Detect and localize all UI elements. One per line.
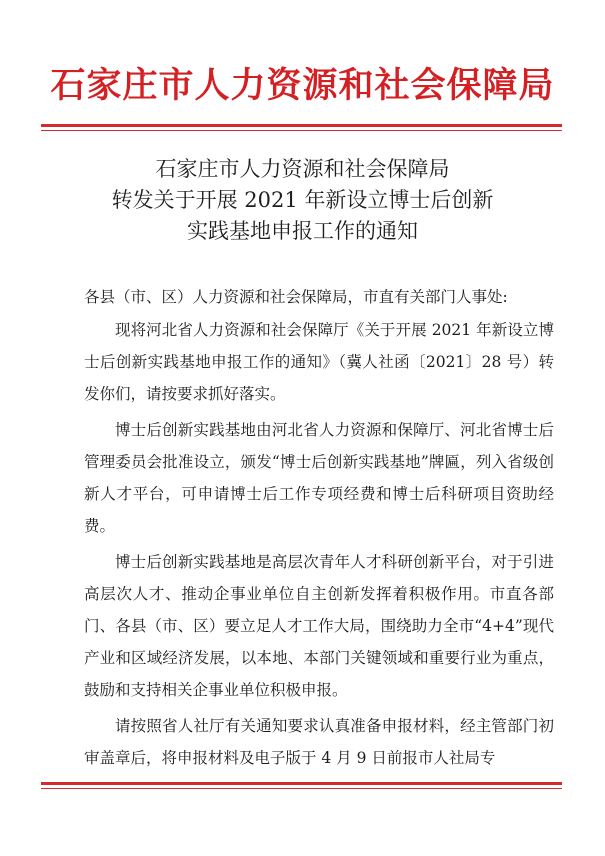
- letterhead-rule-thin: [41, 130, 562, 131]
- notice-title-line-1: 石家庄市人力资源和社会保障局: [155, 157, 450, 181]
- footer-rule-thick: [41, 782, 562, 785]
- salutation: 各县（市、区）人力资源和社会保障局，市直有关部门人事处:: [84, 288, 508, 306]
- notice-title-line-3: 实践基地申报工作的通知: [187, 219, 418, 243]
- paragraph-submission: 请按照省人社厅有关通知要求认真准备申报材料，经主管部门初审盖章后，将申报材料及电子版于 4 月 9 日前报市人社局专: [84, 717, 554, 767]
- paragraph-forwarding: 现将河北省人力资源和社会保障厅《关于开展 2021 年新设立博士后创新实践基地申报工作的通知》（冀人社函〔2021〕28 号）转发你们，请按要求抓好落实。: [84, 321, 554, 403]
- letterhead-rule-thick: [41, 124, 562, 127]
- notice-title: [0, 154, 605, 247]
- letter-body: [84, 282, 554, 774]
- letterhead-org-name: 石家庄市人力资源和社会保障局: [50, 65, 555, 106]
- paragraph-base-importance: 博士后创新实践基地是高层次青年人才科研创新平台，对于引进高层次人才、推动企事业单位自主创新发挥着积极作用。市直各部门、各县（市、区）要立足人才工作大局，围绕助力全市“4+4”现代产业和区域经济发展，以本地、本部门关键领域和重要行业为重点，鼓励和支持相关企事业单位积极申报。: [84, 553, 554, 699]
- notice-title-line-2: 转发关于开展 2021 年新设立博士后创新: [111, 188, 494, 212]
- paragraph-base-approval: 博士后创新实践基地由河北省人力资源和保障厅、河北省博士后管理委员会批准设立，颁发“博士后创新实践基地”牌匾，列入省级创新人才平台，可申请博士后工作专项经费和博士后科研项目资助经费。: [84, 421, 554, 535]
- footer-rule-thin: [41, 788, 562, 789]
